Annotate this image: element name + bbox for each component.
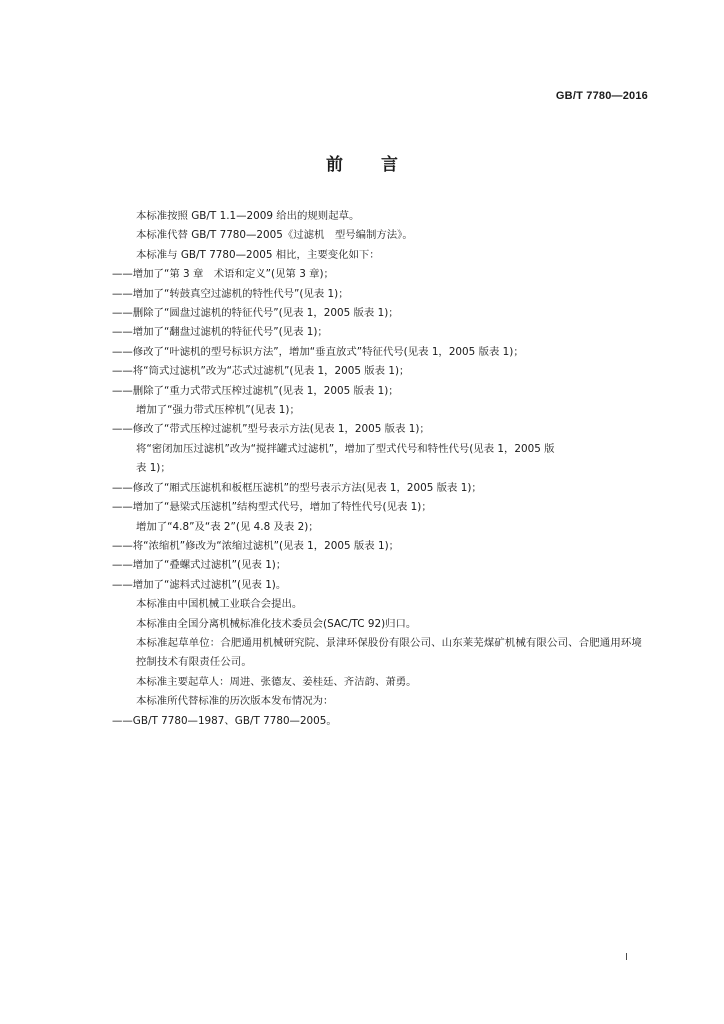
paragraph-main-drafters: 本标准主要起草人：周进、张德友、姜桂廷、齐洁韵、萧勇。 bbox=[136, 675, 417, 688]
change-item: ——删除了“重力式带式压榨过滤机”(见表 1，2005 版表 1)； bbox=[112, 384, 399, 397]
change-subitem: 增加了“强力带式压榨机”(见表 1)； bbox=[136, 404, 300, 417]
paragraph-proposed-by: 本标准由中国机械工业联合会提出。 bbox=[136, 598, 303, 611]
foreword-body bbox=[112, 207, 650, 731]
change-item: ——增加了“第 3 章 术语和定义”(见第 3 章)； bbox=[112, 268, 334, 281]
change-item: ——增加了“悬梁式压滤机”结构型式代号，增加了特性代号(见表 1)； bbox=[112, 501, 432, 514]
change-item: ——修改了“厢式压滤机和板框压滤机”的型号表示方法(见表 1，2005 版表 1)； bbox=[112, 481, 482, 494]
paragraph-history-intro: 本标准所代替标准的历次版本发布情况为： bbox=[136, 695, 334, 708]
change-item: ——增加了“翻盘过滤机的特征代号”(见表 1)； bbox=[112, 326, 328, 339]
change-item: ——增加了“叠螺式过滤机”(见表 1)； bbox=[112, 559, 287, 572]
paragraph-under-jurisdiction: 本标准由全国分离机械标准化技术委员会(SAC/TC 92)归口。 bbox=[136, 617, 417, 630]
paragraph-replaces: 本标准代替 GB/T 7780—2005《过滤机 型号编制方法》。 bbox=[136, 229, 413, 242]
change-item: ——修改了“叶滤机的型号标识方法”，增加“垂直放式”特征代号(见表 1，2005 版表 1)； bbox=[112, 345, 524, 358]
change-item: ——将“筒式过滤机”改为“芯式过滤机”(见表 1，2005 版表 1)； bbox=[112, 365, 410, 378]
paragraph-drafting-organizations: 本标准起草单位：合肥通用机械研究院、景津环保股份有限公司、山东莱芜煤矿机械有限公司、合肥通用环境控制技术有限责任公司。 bbox=[136, 636, 642, 669]
change-item: ——增加了“转鼓真空过滤机的特性代号”(见表 1)； bbox=[112, 287, 349, 300]
paragraph-changes-intro: 本标准与 GB/T 7780—2005 相比，主要变化如下： bbox=[136, 248, 380, 261]
change-item: ——修改了“带式压榨过滤机”型号表示方法(见表 1，2005 版表 1)； bbox=[112, 423, 430, 436]
change-subitem: 将“密闭加压过滤机”改为“搅拌罐式过滤机”，增加了型式代号和特性代号(见表 1，2005 版 bbox=[136, 442, 555, 455]
paragraph-drafting-rules: 本标准按照 GB/T 1.1—2009 给出的规则起草。 bbox=[136, 210, 360, 222]
change-subitem: 增加了“4.8”及“表 2”(见 4.8 及表 2)； bbox=[136, 520, 319, 533]
change-subitem-continuation: 表 1)； bbox=[136, 462, 171, 475]
change-item: ——删除了“圆盘过滤机的特征代号”(见表 1，2005 版表 1)； bbox=[112, 307, 399, 320]
document-code: GB/T 7780—2016 bbox=[555, 90, 648, 102]
page-number: I bbox=[625, 952, 628, 963]
page-title: 前言 bbox=[326, 155, 436, 175]
history-item: ——GB/T 7780—1987、GB/T 7780—2005。 bbox=[112, 714, 337, 727]
change-item: ——增加了“滤料式过滤机”(见表 1)。 bbox=[112, 578, 287, 591]
change-item: ——将“浓缩机”修改为“浓缩过滤机”(见表 1，2005 版表 1)； bbox=[112, 539, 400, 552]
